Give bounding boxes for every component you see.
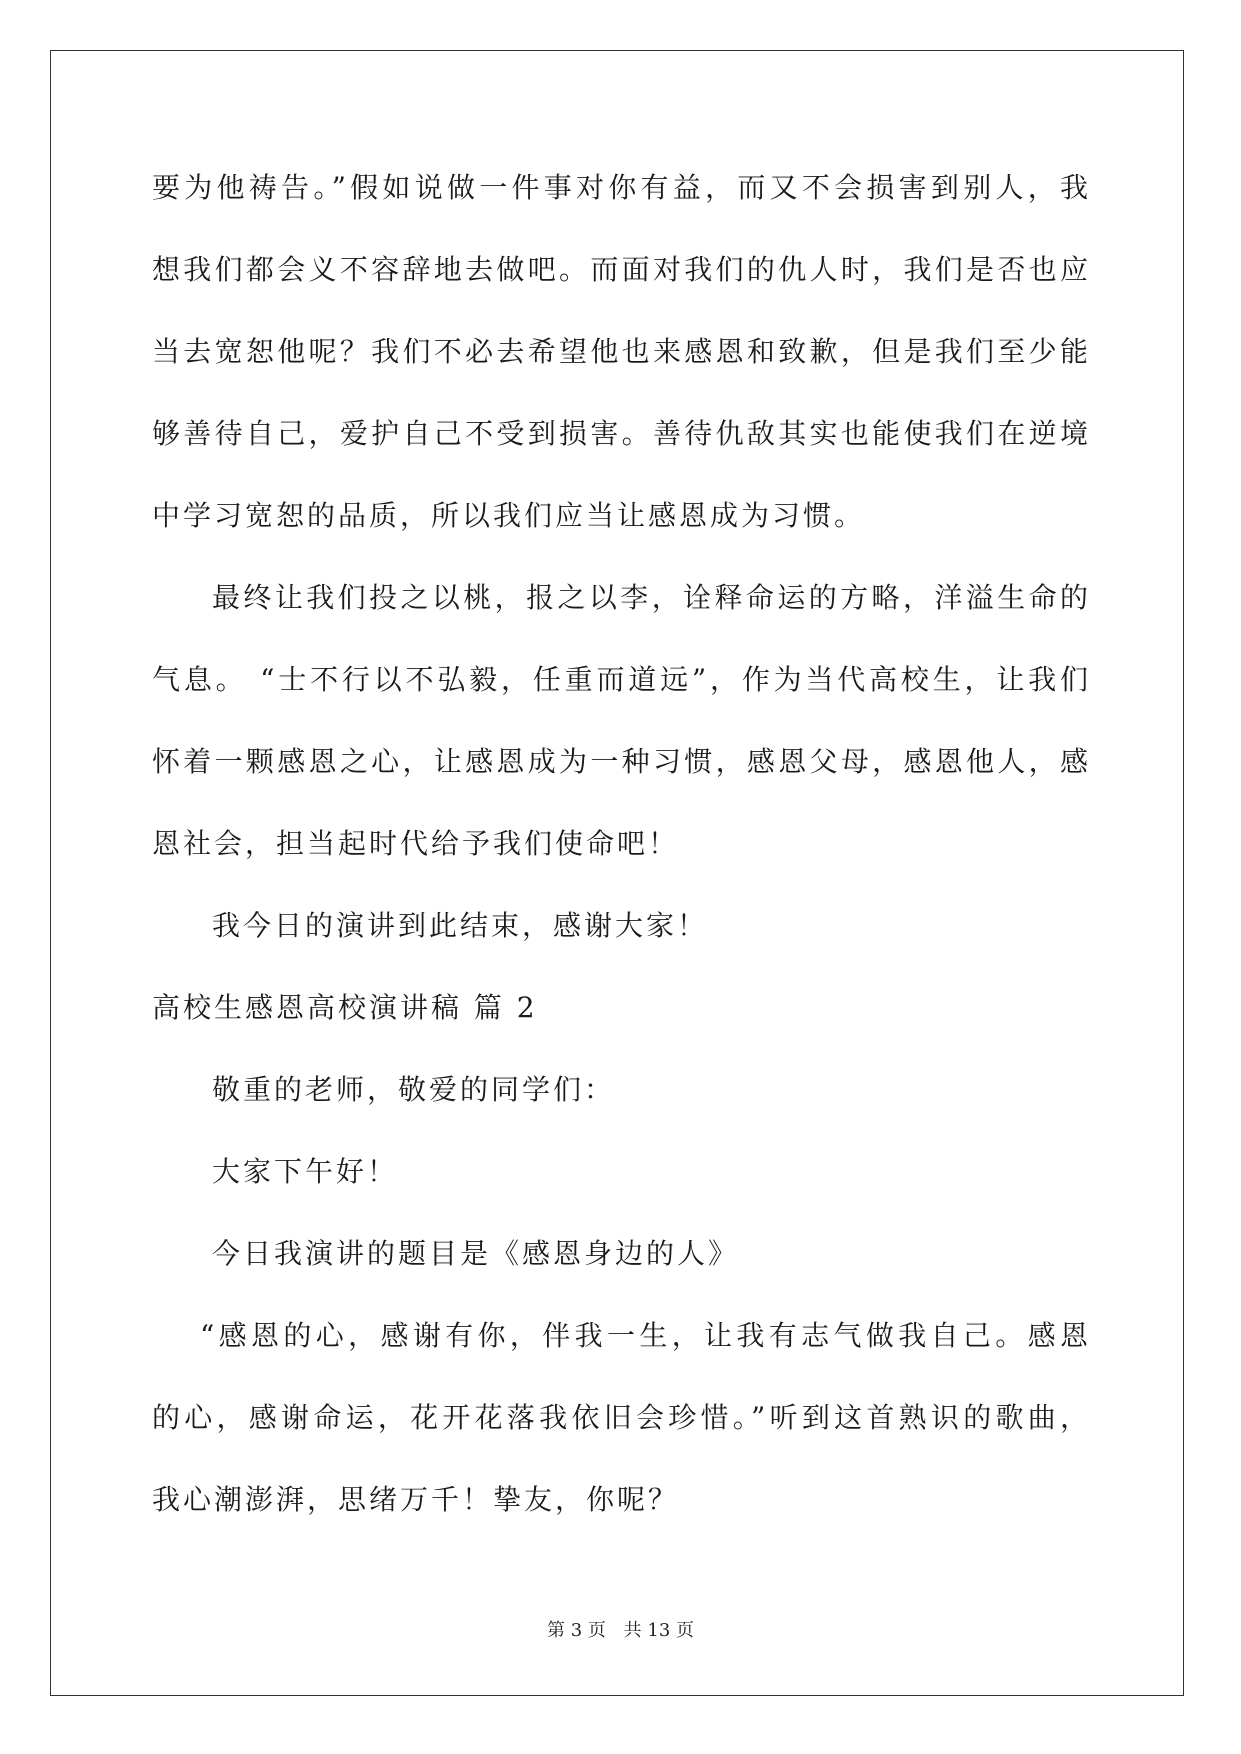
salutation-line: 敬重的老师，敬爱的同学们： xyxy=(212,1073,616,1106)
paragraph-line: 气息。 “士不行以不弘毅，任重而道远”，作为当代高校生，让我们 xyxy=(152,663,1088,696)
paragraph-line: 我心潮澎湃，思绪万千！挚友，你呢？ xyxy=(152,1483,680,1516)
page-footer xyxy=(0,1616,1241,1642)
paragraph-line: 够善待自己，爱护自己不受到损害。善待仇敌其实也能使我们在逆境 xyxy=(152,417,1088,450)
paragraph-line: 恩社会，担当起时代给予我们使命吧！ xyxy=(152,827,680,860)
greeting-line: 大家下午好！ xyxy=(212,1155,399,1188)
paragraph-line: “感恩的心，感谢有你，伴我一生，让我有志气做我自己。感恩 xyxy=(200,1319,1088,1352)
paragraph-line: 我今日的演讲到此结束，感谢大家！ xyxy=(212,909,709,942)
paragraph-line: 想我们都会义不容辞地去做吧。而面对我们的仇人时，我们是否也应 xyxy=(152,253,1088,286)
paragraph-line: 怀着一颗感恩之心，让感恩成为一种习惯，感恩父母，感恩他人，感 xyxy=(152,745,1088,778)
paragraph-line: 中学习宽恕的品质，所以我们应当让感恩成为习惯。 xyxy=(152,499,866,532)
paragraph-line: 今日我演讲的题目是《感恩身边的人》 xyxy=(212,1237,740,1270)
section-heading: 高校生感恩高校演讲稿 篇 2 xyxy=(152,991,538,1024)
page-total: 共 13 页 xyxy=(623,1620,694,1641)
page-number: 第 3 页 xyxy=(547,1620,606,1641)
document-body xyxy=(152,160,1088,1554)
paragraph-line: 最终让我们投之以桃，报之以李，诠释命运的方略，洋溢生命的 xyxy=(212,581,1088,614)
paragraph-line: 要为他祷告。”假如说做一件事对你有益，而又不会损害到别人，我 xyxy=(152,171,1088,204)
paragraph-line: 当去宽恕他呢？我们不必去希望他也来感恩和致歉，但是我们至少能 xyxy=(152,335,1088,368)
paragraph-line: 的心，感谢命运，花开花落我依旧会珍惜。”听到这首熟识的歌曲， xyxy=(152,1401,1088,1434)
